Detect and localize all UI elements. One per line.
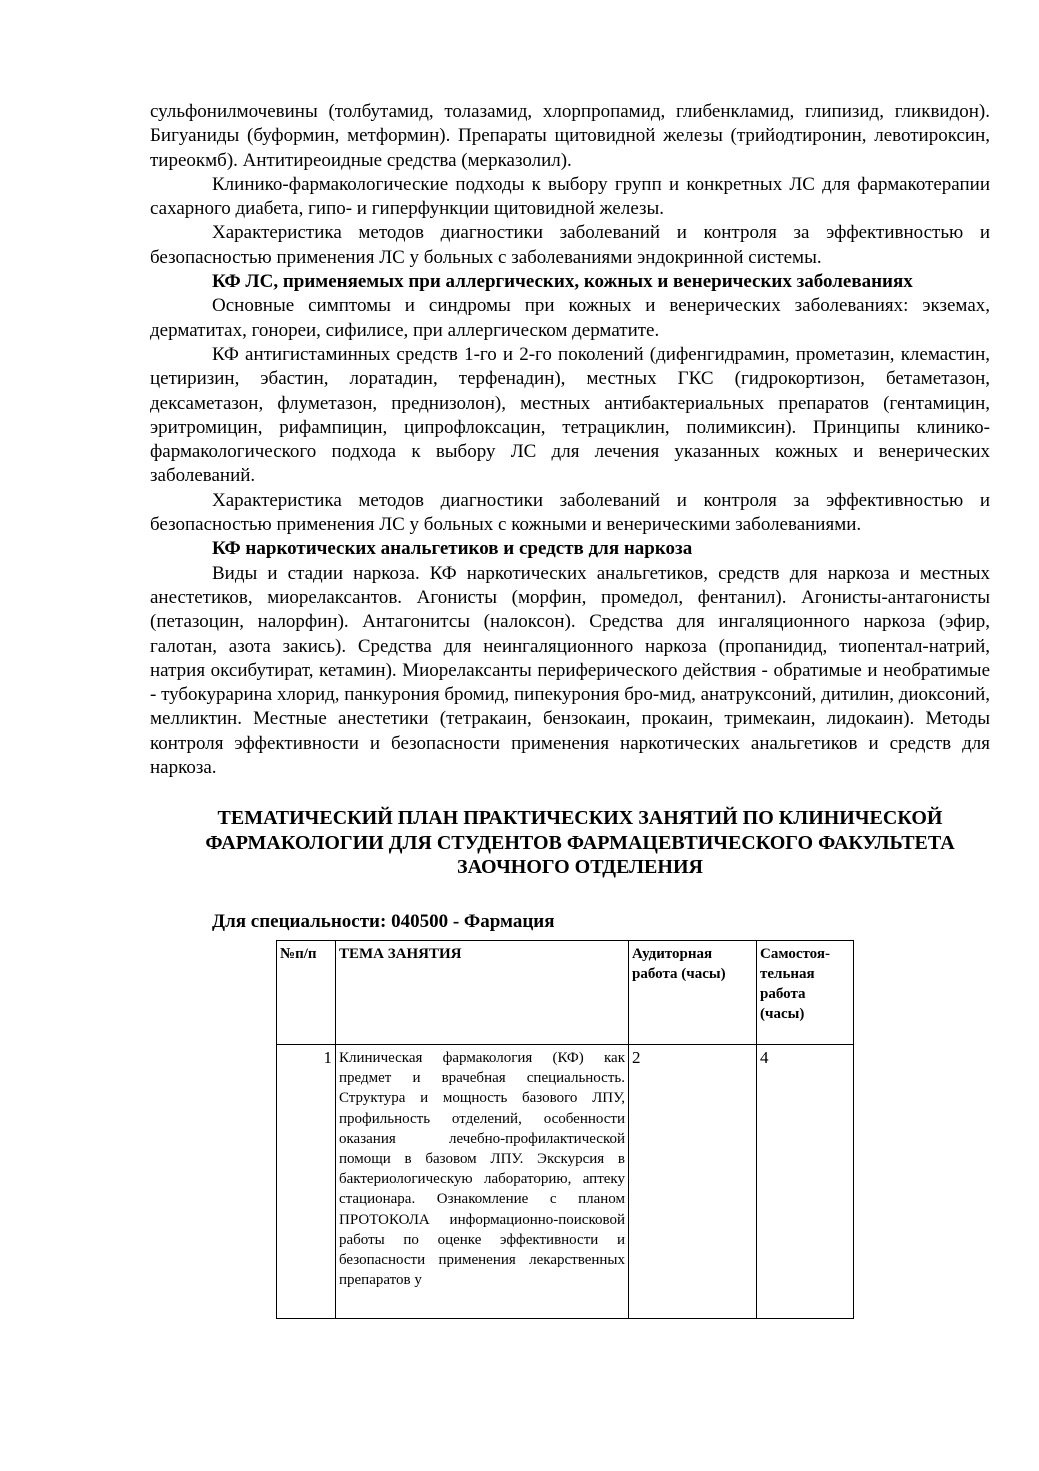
section-title [150,806,990,880]
heading-anesthesia: КФ наркотических анальгетиков и средств для наркоза [212,538,693,560]
paragraph-endocrine-approaches: Клинико-фармакологические подходы к выбору групп и конкретных ЛС для фармакотерапии сахарного диабета, гипо- и гиперфункции щитовидной железы. [150,173,990,220]
row-num: 1 [277,1045,336,1319]
header-self: Самостоя-тельная работа (часы) [757,941,854,1045]
specialty-line: Для специальности: 040500 - Фармация [212,910,555,932]
table-row [277,1045,854,1319]
section-title-line: ЗАОЧНОГО ОТДЕЛЕНИЯ [457,856,703,879]
paragraph-antihistamines: КФ антигистаминных средств 1-го и 2-го поколений (дифенгидрамин, прометазин, клемастин, цетиризин, эбастин, лоратадин, терфенадин), местных ГКС (гидрокортизон, бетаметазон, дексаметазон, флуметазон, преднизолон), местных антибактериальных препаратов (гентамицин, эритромицин, рифампицин, ципрофлоксацин, тетрациклин, полимиксин). Принципы клинико-фармакологического подхода к выбору ЛС для лечения указанных кожных и венерических заболеваний. [150,343,990,487]
thematic-plan-table [276,940,854,1319]
paragraph-anesthesia: Виды и стадии наркоза. КФ наркотических анальгетиков, средств для наркоза и местных анестетиков, миорелаксантов. Агонисты (морфин, промедол, фентанил). Агонисты-антагонисты (петазоцин, налорфин). Антагонитсы (налоксон). Средства для ингаляционного наркоза (эфир, галотан, азота закись). Средства для неингаляционного наркоза (пропанидид, тиопентал-натрий, натрия оксибутират, кетамин). Миорелаксанты периферического действия - обратимые и необратимые - тубокурарина хлорид, панкурония бромид, пипекурония бро-мид, анатруксоний, дитилин, диоксоний, мелликтин. Местные анестетики (тетракаин, бензокаин, прокаин, тримекаин, лидокаин). Методы контроля эффективности и безопасности применения наркотических анальгетиков и средств для наркоза. [150,562,990,779]
row-auditory: 2 [629,1045,757,1319]
row-topic: Клиническая фармакология (КФ) как предмет и врачебная специальность. Структура и мощность базового ЛПУ, профильность отделений, особенности оказания лечебно-профилактической помощи в базовом ЛПУ. Экскурсия в бактериологическую лабораторию, аптеку стационара. Ознакомление с планом ПРОТОКОЛА информационно-поисковой работы по оценке эффективности и безопасности применения лекарственных препаратов у [339,1050,625,1289]
section-title-line: ТЕМАТИЧЕСКИЙ ПЛАН ПРАКТИЧЕСКИХ ЗАНЯТИЙ ПО КЛИНИЧЕСКОЙ [217,807,943,830]
paragraph-endocrine-drugs: сульфонилмочевины (толбутамид, толазамид, хлорпропамид, глибенкламид, глипизид, гликвидон). Бигуаниды (буформин, метформин). Препараты щитовидной железы (трийодтиронин, левотироксин, тиреокмб). Антитиреоидные средства (мерказолил). [150,101,990,171]
paragraph-endocrine-diagnostics: Характеристика методов диагностики заболеваний и контроля за эффективностью и безопасностью применения ЛС у больных с заболеваниями эндокринной системы. [150,222,990,268]
paragraph-skin-diagnostics: Характеристика методов диагностики заболеваний и контроля за эффективностью и безопасностью применения ЛС у больных с кожными и венерическими заболеваниями. [150,489,990,536]
row-topic-cell [336,1045,629,1319]
heading-allergic-skin: КФ ЛС, применяемых при аллергических, кожных и венерических заболеваниях [212,271,913,293]
header-auditory: Аудиторная работа (часы) [629,941,757,1045]
header-topic: ТЕМА ЗАНЯТИЯ [336,941,629,1045]
paragraph-skin-symptoms: Основные симптомы и синдромы при кожных и венерических заболеваниях: экземах, дерматитах, гонореи, сифилисе, при аллергическом дерматите. [150,295,990,341]
header-num: №п/п [277,941,336,1045]
section-title-line: ФАРМАКОЛОГИИ ДЛЯ СТУДЕНТОВ ФАРМАЦЕВТИЧЕСКОГО ФАКУЛЬТЕТА [205,831,955,854]
document-page [150,100,990,934]
row-self: 4 [757,1045,854,1319]
table-header-row [277,941,854,1045]
